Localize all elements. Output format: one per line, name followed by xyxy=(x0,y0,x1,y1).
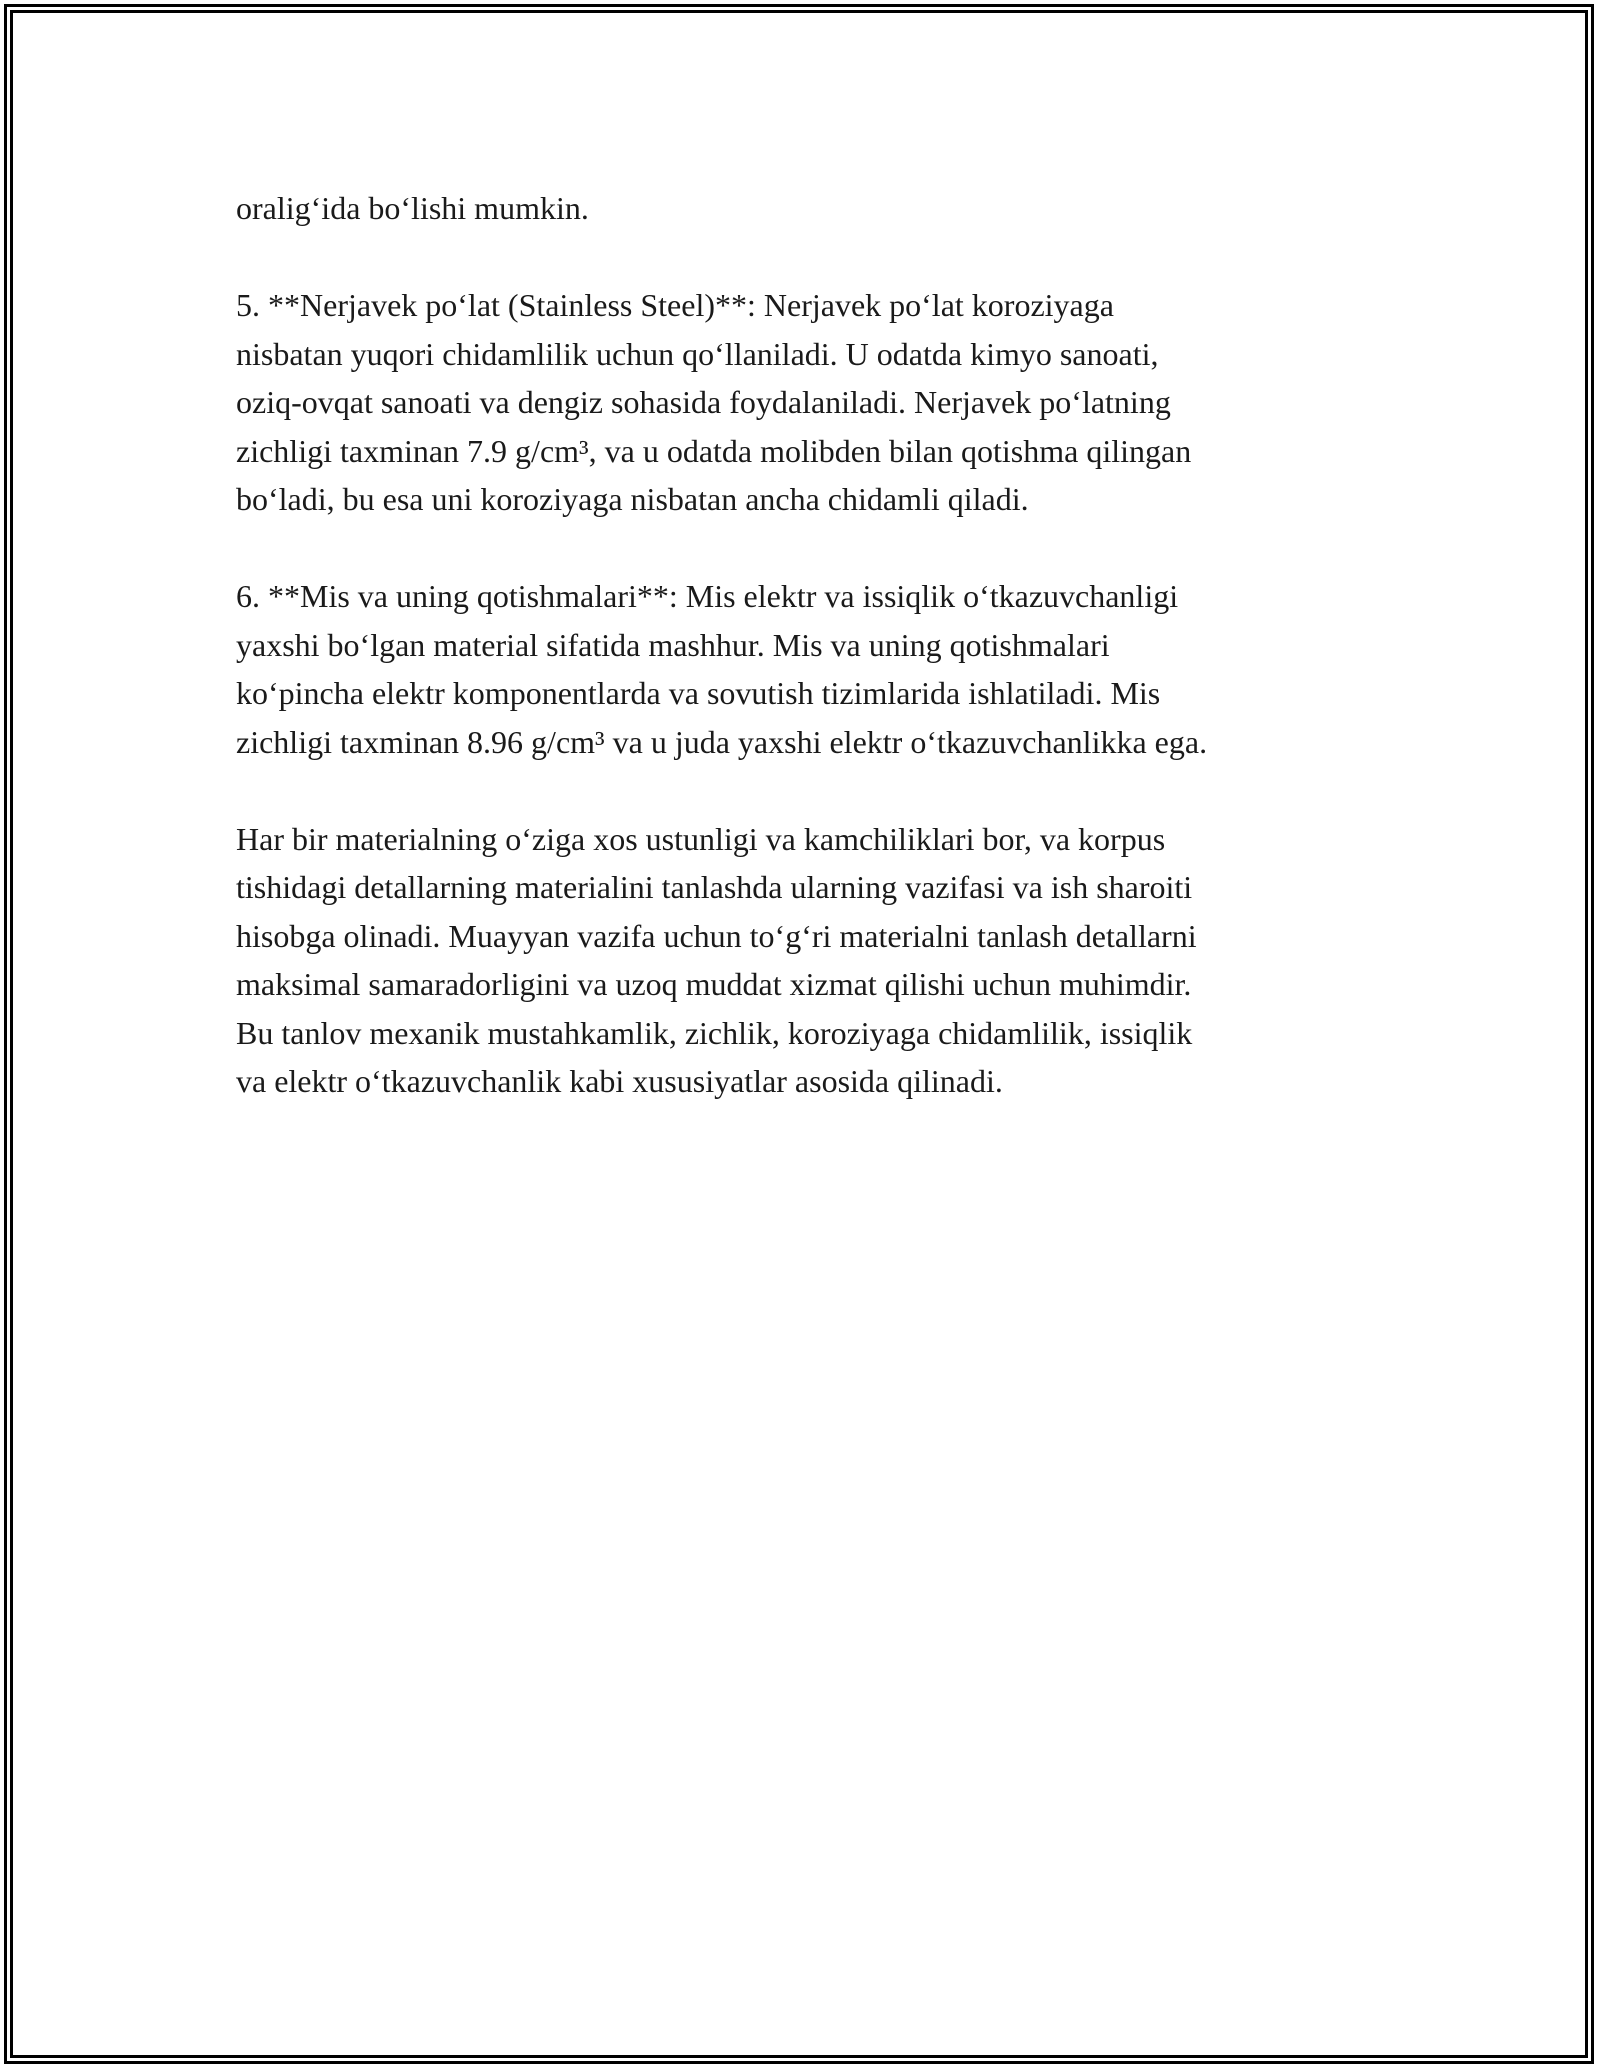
paragraph-stainless-steel: 5. **Nerjavek po‘lat (Stainless Steel)**: Nerjavek po‘lat koroziyaga nisbatan yuqori chidamlilik uchun qo‘llaniladi. U odatda kimyo sanoati, oziq-ovqat sanoati va dengiz sohasida foydalaniladi. Nerjavek po‘latning zichligi taxminan 7.9 g/cm³, va u odatda molibden bilan qotishma qilingan bo‘ladi, bu esa uni koroziyaga nisbatan ancha chidamli qiladi. xyxy=(236,287,1192,517)
paragraph-conclusion: Har bir materialning o‘ziga xos ustunligi va kamchiliklari bor, va korpus tishidagi detallarning materialini tanlashda ularning vazifasi va ish sharoiti hisobga olinadi. Muayyan vazifa uchun to‘g‘ri materialni tanlash detallarni maksimal samaradorligini va uzoq muddat xizmat qilishi uchun muhimdir. Bu tanlov mexanik mustahkamlik, zichlik, koroziyaga chidamlilik, issiqlik va elektr o‘tkazuvchanlik kabi xususiyatlar asosida qilinadi. xyxy=(236,820,1197,1099)
paragraph-copper-alloys: 6. **Mis va uning qotishmalari**: Mis elektr va issiqlik o‘tkazuvchanligi yaxshi bo‘lgan material sifatida mashhur. Mis va uning qotishmalari ko‘pincha elektr komponentlarda va sovutish tizimlarida ishlatiladi. Mis zichligi taxminan 8.96 g/cm³ va u juda yaxshi elektr o‘tkazuvchanlikka ega. xyxy=(236,578,1208,760)
paragraph-continuation: oralig‘ida bo‘lishi mumkin. xyxy=(236,190,589,226)
document-body xyxy=(236,184,1376,1154)
